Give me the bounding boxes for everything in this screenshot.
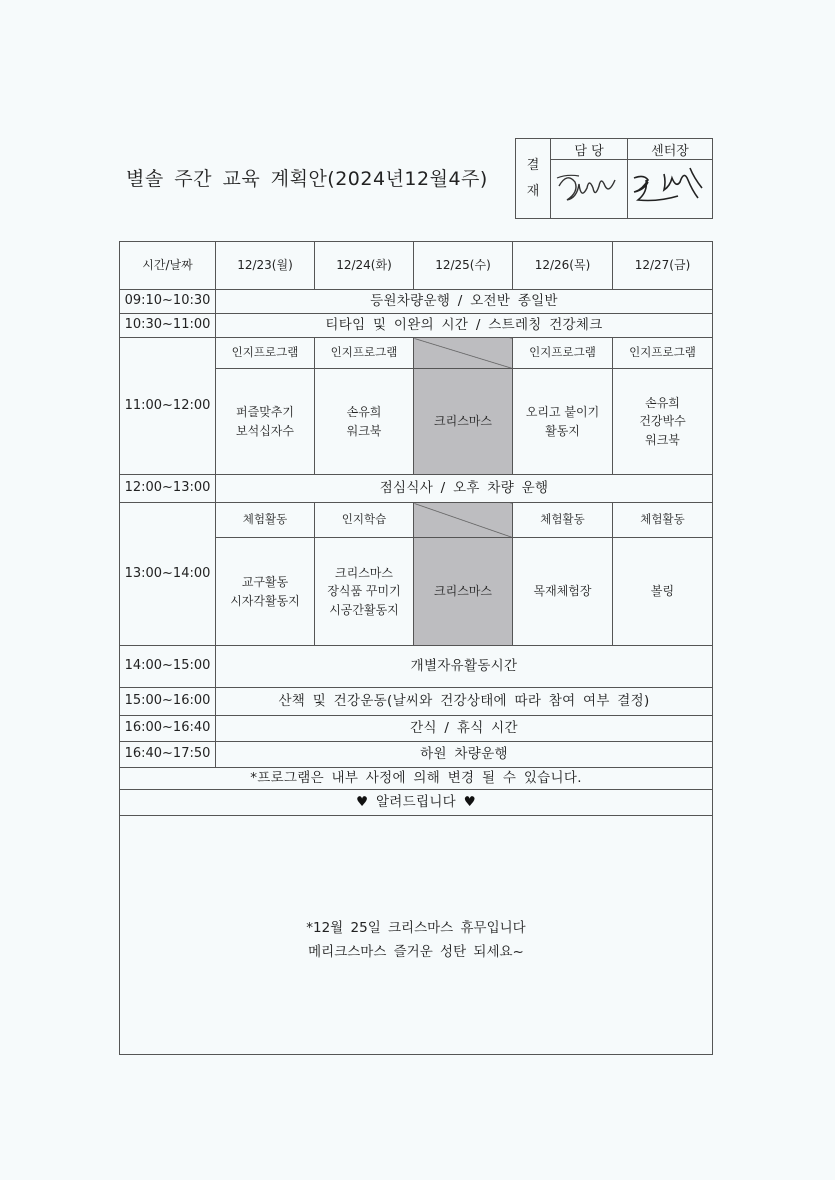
director-signature	[628, 160, 713, 219]
notice-heading	[120, 789, 713, 815]
table-row	[120, 314, 713, 338]
activity-line: 시자각활동지	[230, 593, 300, 608]
table-header-row	[120, 242, 713, 290]
activity-cell	[216, 538, 315, 646]
activity-line: 장식품 꾸미기	[327, 584, 401, 599]
approval-staff-header: 담 당	[551, 139, 628, 160]
holiday-cell	[414, 369, 513, 475]
holiday-diagonal-cell	[414, 503, 513, 538]
time-cell: 12:00~13:00	[120, 475, 216, 503]
category-cell: 인지프로그램	[513, 338, 613, 369]
category-cell: 체험활동	[613, 503, 713, 538]
time-cell: 15:00~16:00	[120, 688, 216, 716]
table-row	[120, 688, 713, 716]
activity-line: 손유희	[346, 404, 382, 419]
category-cell: 인지학습	[315, 503, 414, 538]
table-row	[120, 646, 713, 688]
day-header-fri: 12/27(금)	[613, 242, 713, 290]
activity-cell	[513, 538, 613, 646]
day-header-tue: 12/24(화)	[315, 242, 414, 290]
activity-line: 목재체험장	[533, 584, 592, 599]
activity-cell	[315, 538, 414, 646]
day-header-thu: 12/26(목)	[513, 242, 613, 290]
activity-line: 크리스마스	[335, 565, 393, 580]
activity-line: 퍼즐맞추기	[236, 404, 294, 419]
notice-heading-row	[120, 789, 713, 815]
approval-box	[515, 138, 713, 219]
category-cell: 인지프로그램	[613, 338, 713, 369]
time-cell: 09:10~10:30	[120, 290, 216, 314]
schedule-cell: 점심식사 / 오후 차량 운행	[216, 475, 713, 503]
activity-cell	[513, 369, 613, 475]
day-header-mon: 12/23(월)	[216, 242, 315, 290]
schedule-cell: 하원 차량운행	[216, 742, 713, 768]
table-row	[120, 503, 713, 538]
holiday-diagonal-cell	[414, 338, 513, 369]
staff-signature-scribble	[551, 160, 627, 214]
activity-line: 크리스마스	[434, 414, 492, 429]
time-cell: 16:00~16:40	[120, 716, 216, 742]
table-row	[120, 716, 713, 742]
table-row	[120, 290, 713, 314]
activity-line: 시공간활동지	[329, 602, 399, 617]
heart-icon: ♥	[463, 793, 477, 810]
activity-cell	[613, 369, 713, 475]
schedule-cell: 티타임 및 이완의 시간 / 스트레칭 건강체크	[216, 314, 713, 338]
heart-icon: ♥	[355, 793, 369, 810]
notice-body	[120, 815, 713, 1054]
activity-line: 손유희	[645, 395, 680, 410]
notice-line: 메리크스마스 즐거운 성탄 되세요~	[308, 943, 524, 960]
schedule-cell: 개별자유활동시간	[216, 646, 713, 688]
weekly-plan-table	[119, 241, 713, 1055]
notice-line: *12월 25일 크리스마스 휴무입니다	[306, 919, 526, 936]
change-note: *프로그램은 내부 사정에 의해 변경 될 수 있습니다.	[120, 768, 713, 790]
notice-body-row	[120, 815, 713, 1054]
time-cell: 16:40~17:50	[120, 742, 216, 768]
activity-cell	[315, 369, 414, 475]
activity-line: 워크북	[346, 423, 382, 438]
table-row	[120, 475, 713, 503]
activity-line: 건강박수	[639, 414, 686, 429]
director-signature-scribble	[628, 160, 712, 214]
day-header-wed: 12/25(수)	[414, 242, 513, 290]
category-cell: 인지프로그램	[216, 338, 315, 369]
staff-signature	[551, 160, 628, 219]
notice-heading-text: 알려드립니다	[375, 793, 457, 810]
activity-cell	[216, 369, 315, 475]
approval-label-bottom: 재	[526, 183, 540, 199]
activity-line: 교구활동	[241, 574, 289, 589]
approval-label	[516, 139, 551, 219]
time-date-header: 시간/날짜	[120, 242, 216, 290]
approval-label-top: 결	[526, 157, 540, 173]
document-title: 별솔 주간 교육 계획안(2024년12월4주)	[126, 168, 488, 190]
table-row	[120, 338, 713, 369]
schedule-cell: 간식 / 휴식 시간	[216, 716, 713, 742]
approval-director-header: 센터장	[628, 139, 713, 160]
time-cell: 10:30~11:00	[120, 314, 216, 338]
activity-line: 보석십자수	[236, 423, 294, 438]
activity-line: 워크북	[645, 432, 680, 447]
category-cell: 체험활동	[216, 503, 315, 538]
schedule-cell: 산책 및 건강운동(날씨와 건강상태에 따라 참여 여부 결정)	[216, 688, 713, 716]
activity-line: 오리고 붙이기	[525, 404, 600, 419]
time-cell: 11:00~12:00	[120, 338, 216, 475]
activity-line: 활동지	[545, 423, 580, 438]
category-cell: 인지프로그램	[315, 338, 414, 369]
holiday-cell	[414, 538, 513, 646]
table-row	[120, 742, 713, 768]
time-cell: 13:00~14:00	[120, 503, 216, 646]
note-row	[120, 768, 713, 790]
schedule-cell: 등원차량운행 / 오전반 종일반	[216, 290, 713, 314]
activity-line: 크리스마스	[434, 584, 492, 599]
time-cell: 14:00~15:00	[120, 646, 216, 688]
category-cell: 체험활동	[513, 503, 613, 538]
activity-line: 볼링	[650, 584, 675, 599]
activity-cell	[613, 538, 713, 646]
